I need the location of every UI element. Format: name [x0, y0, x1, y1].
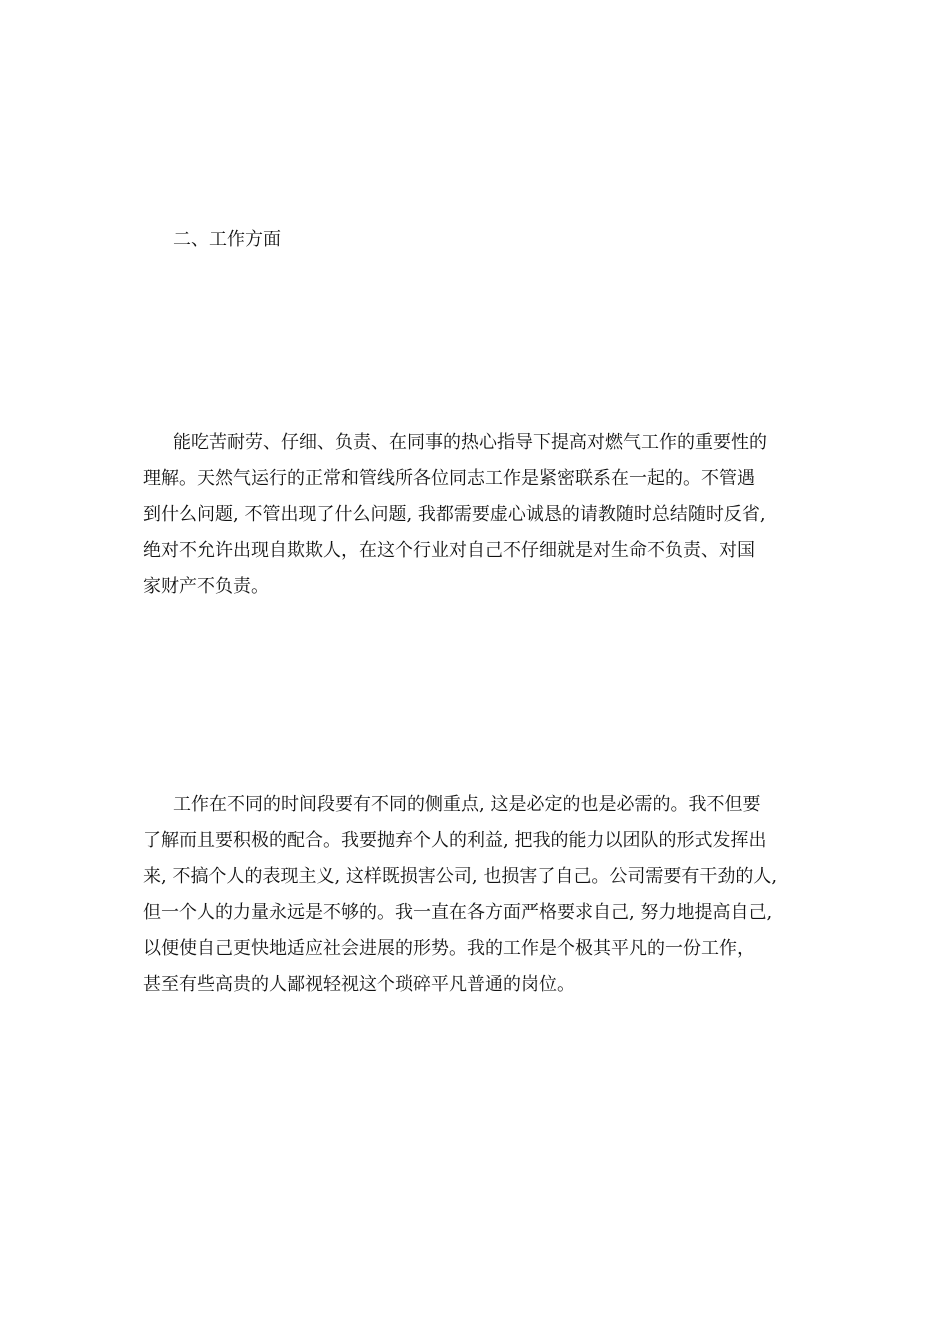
section-heading: 二、工作方面	[173, 229, 281, 250]
paragraph-line: 绝对不允许出现自欺欺人，在这个行业对自己不仔细就是对生命不负责、对国	[143, 540, 755, 561]
paragraph-line: 工作在不同的时间段要有不同的侧重点, 这是必定的也是必需的。我不但要	[173, 794, 761, 815]
paragraph-line: 但一个人的力量永远是不够的。我一直在各方面严格要求自己, 努力地提高自己,	[143, 902, 773, 923]
paragraph-line: 甚至有些高贵的人鄙视轻视这个琐碎平凡普通的岗位。	[143, 974, 575, 995]
paragraph-work-attitude	[143, 425, 813, 605]
paragraph-line: 以便使自己更快地适应社会进展的形势。我的工作是个极其平凡的一份工作，	[143, 938, 755, 959]
paragraph-line: 家财产不负责。	[143, 576, 269, 597]
paragraph-work-focus	[143, 787, 813, 1003]
paragraph-line: 到什么问题, 不管出现了什么问题, 我都需要虚心诚恳的请教随时总结随时反省,	[143, 504, 766, 525]
paragraph-line: 了解而且要积极的配合。我要抛弃个人的利益, 把我的能力以团队的形式发挥出	[143, 830, 767, 851]
paragraph-line: 能吃苦耐劳、仔细、负责、在同事的热心指导下提高对燃气工作的重要性的	[173, 432, 767, 453]
paragraph-line: 来, 不搞个人的表现主义, 这样既损害公司, 也损害了自己。公司需要有干劲的人,	[143, 866, 778, 887]
paragraph-line: 理解。天然气运行的正常和管线所各位同志工作是紧密联系在一起的。不管遇	[143, 468, 755, 489]
